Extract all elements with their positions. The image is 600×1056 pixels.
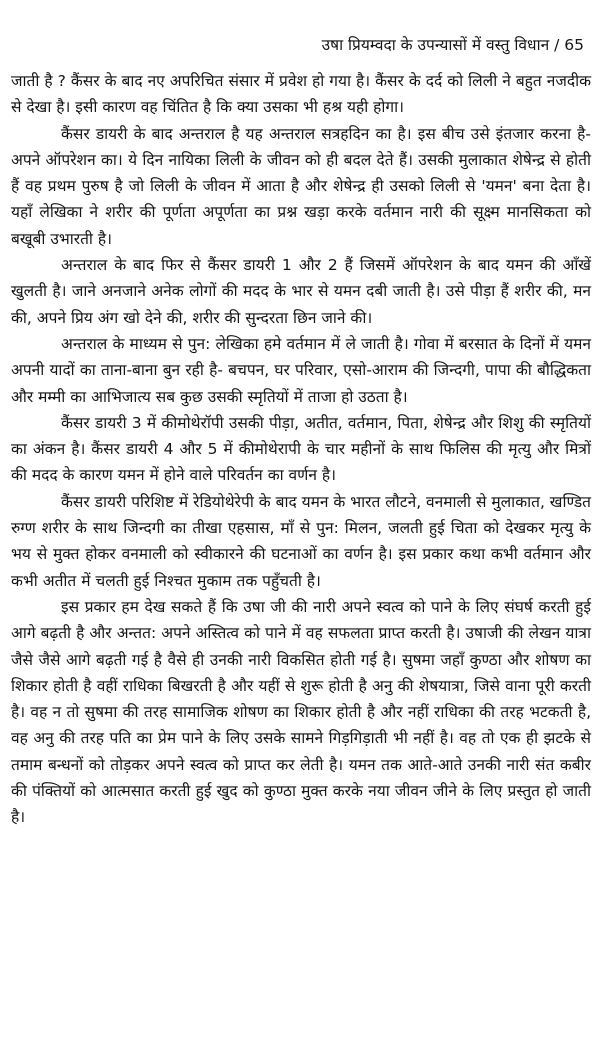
paragraph-cancer-diary-1-2: अन्तराल के बाद फिर से कैंसर डायरी 1 और 2 हैं जिसमें ऑपरेशन के बाद यमन की आँखें खुलती है। जाने अनजाने अनेक लोगों की मदद के भार से यमन दबी जाती है। उसे पीड़ा हैं शरीर की, मन की, अपने प्रिय अंग खो देने की, शरीर की सुन्दरता छिन जाने की।	[11, 256, 591, 327]
paragraph-cancer-diary-3-5: कैंसर डायरी 3 में कीमोथेरॉपी उसकी पीड़ा, अतीत, वर्तमान, पिता, शेषेन्द्र और शिशु की स्मृतियों का अंकन है। कैंसर डायरी 4 और 5 में कीमोथेरापी के चार महीनों के साथ फिलिस की मृत्यु और मित्रों की मदद के कारण यमन में होने वाले परिवर्तन का वर्णन है।	[11, 413, 591, 485]
paragraph-conclusion: इस प्रकार हम देख सकते हैं कि उषा जी की नारी अपने स्वत्व को पाने के लिए संघर्ष करती हुई आगे बढ़ती है और अन्तत: अपने अस्तित्व को पाने में वह सफलता प्राप्त करती है। उषाजी की लेखन यात्रा जैसे जैसे आगे बढ़ती गई है वैसे ही उनकी नारी विकसित होती गई है। सुषमा जहाँ कुण्ठा और शोषण का शिकार होती है वहीं राधिका बिखरती है और यहीं से शुरू होती है अनु की शेषयात्रा, जिसे वाना पूरी करती है। वह न तो सुषमा की तरह सामाजिक शोषण का शिकार होती है और नहीं राधिका की तरह भटकती है, वह अनु की तरह पति का प्रेम पाने के लिए उसके सामने गिड़गिड़ाती भी नहीं है। वह तो एक ही झटके से तमाम बन्धनों को तोड़कर अपने स्वत्व को प्राप्त कर लेती है। यमन तक आते-आते उनकी नारी संत कबीर की पंक्तियों को आत्मसात करती हुई खुद को कुण्ठा मुक्त करके नया जीवन जीने के लिए प्रस्तुत हो जाती है।	[11, 597, 591, 827]
running-header: उषा प्रियम्वदा के उपन्यासों में वस्तु विधान / 65	[321, 36, 584, 54]
paragraph-goa-memories: अन्तराल के माध्यम से पुन: लेखिका हमे वर्तमान में ले जाती है। गोवा में बरसात के दिनों में यमन अपनी यादों का ताना-बाना बुन रही है- बचपन, घर परिवार, एसो-आराम की जिन्दगी, पापा की बौद्धिकता और मम्मी का आभिजात्य सब कुछ उसकी स्मृतियों में ताजा हो उठता है।	[11, 334, 591, 406]
paragraph-parishisht: कैंसर डायरी परिशिष्ट में रेडियोथेरेपी के बाद यमन के भारत लौटने, वनमाली से मुलाकात, खण्डित रुग्ण शरीर के साथ जिन्दगी का तीखा एहसास, माँ से पुन: मिलन, जलती हुई चिता को देखकर मृत्यु के भय से मुक्त होकर वनमाली को स्वीकारने की घटनाओं का वर्णन है। इस प्रकार कथा कभी वर्तमान और कभी अतीत में चलती हुई निश्चत मुकाम तक पहुँचती है।	[11, 492, 591, 590]
paragraph-continuation: जाती है ? कैंसर के बाद नए अपरिचित संसार में प्रवेश हो गया है। कैंसर के दर्द को लिली ने बहुत नजदीक से देखा है। इसी कारण वह चिंतित है कि क्या उसका भी हश्र यही होगा।	[11, 72, 591, 117]
body-text	[11, 68, 591, 831]
paragraph-antaral: कैंसर डायरी के बाद अन्तराल है यह अन्तराल सत्रहदिन का है। इस बीच उसे इंतजार करना है- अपने ऑपरेशन का। ये दिन नायिका लिली के जीवन को ही बदल देते हैं। उसकी मुलाकात शेषेन्द्र से होती हैं वह प्रथम पुरुष है जो लिली के जीवन में आता है और शेषेन्द्र ही उसको लिली से 'यमन' बना देता है। यहाँ लेखिका ने शरीर की पूर्णता अपूर्णता का प्रश्न खड़ा करके वर्तमान नारी की सूक्ष्म मानसिकता को बखूबी उभारती है।	[11, 124, 591, 248]
